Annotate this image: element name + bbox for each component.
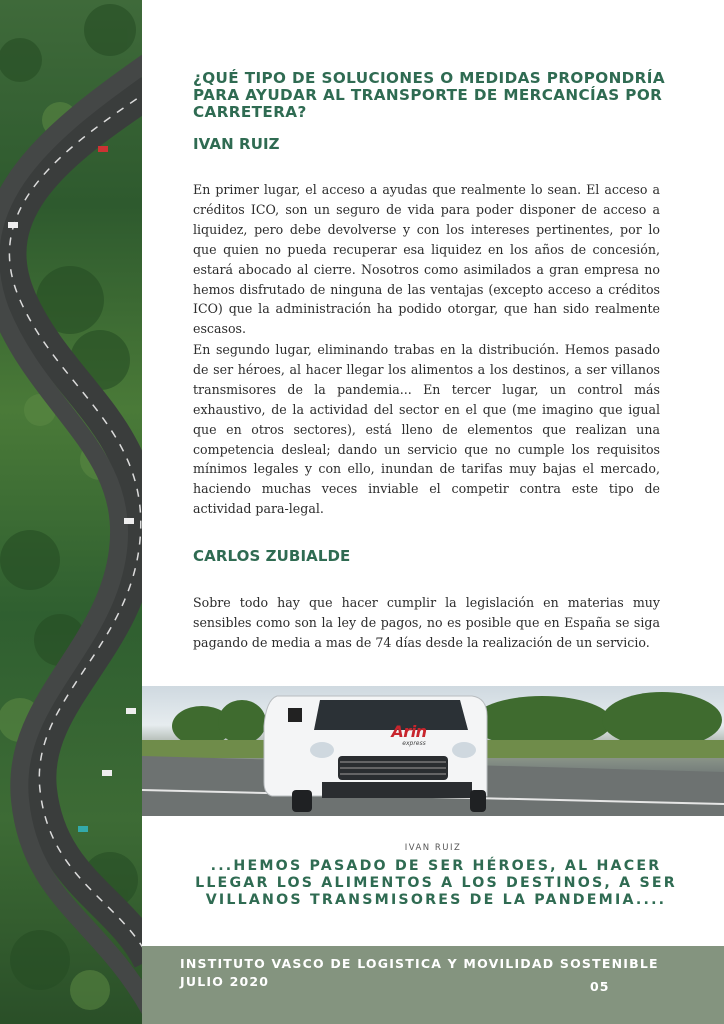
footer-date: JULIO 2020 (180, 974, 270, 989)
respondent-name-carlos-zubialde: CARLOS ZUBIALDE (193, 547, 351, 565)
page-number: 05 (590, 979, 610, 994)
answer-paragraph: Sobre todo hay que hacer cumplir la legislación en materias muy sensibles como son la ley de pagos, no es posible que en España se siga pagando de media a mas de 74 días desde la realización de un servicio. (193, 595, 660, 650)
van-brand-logo-sub: express (402, 740, 426, 747)
footer-organization: INSTITUTO VASCO DE LOGISTICA Y MOVILIDAD SOSTENIBLE (180, 956, 659, 971)
pull-quote: ...HEMOS PASADO DE SER HÉROES, AL HACER LLEGAR LOS ALIMENTOS A LOS DESTINOS, A SER VILLANOS TRANSMISORES DE LA PANDEMIA.... (195, 858, 677, 908)
page-footer (142, 946, 724, 1024)
interview-question: ¿QUÉ TIPO DE SOLUCIONES O MEDIDAS PROPONDRÍA PARA AYUDAR AL TRANSPORTE DE MERCANCÍAS POR CARRETERA? (193, 69, 665, 121)
van-brand-logo: Arin (391, 722, 427, 741)
delivery-van-photo (142, 686, 724, 816)
aerial-road-image (0, 0, 142, 1024)
pull-quote-author: IVAN RUIZ (404, 843, 462, 853)
answer-paragraph: En segundo lugar, eliminando trabas en la distribución. Hemos pasado de ser héroes, al hacer llegar los alimentos a los destinos, a ser villanos transmisores de la pandemia... En tercer lugar, un control más exhaustivo, de la actividad del sector en el que (me imagino que igual que en otros sectores), está lleno de elementos que realizan una competencia desleal; dando un servicio que no cumple los requisitos mínimos legales y con ello, inundan de tarifas muy bajas el mercado, haciendo muchas veces inviable el competir contra este tipo de actividad para-legal. (193, 342, 660, 517)
answer-paragraph: En primer lugar, el acceso a ayudas que realmente lo sean. El acceso a créditos ICO, son un seguro de vida para poder disponer de acceso a liquidez, pero debe devolverse y con los intereses pertinentes, por lo que quien no pueda recuperar esa liquidez en los años de concesión, estará abocado al cierre. Nosotros como asimilados a gran empresa no hemos disfrutado de ninguna de las ventajas (excepto acceso a créditos ICO) que la administración ha podido otorgar, que han sido realmente escasos. (193, 182, 660, 337)
respondent-name-ivan-ruiz: IVAN RUIZ (193, 135, 280, 153)
